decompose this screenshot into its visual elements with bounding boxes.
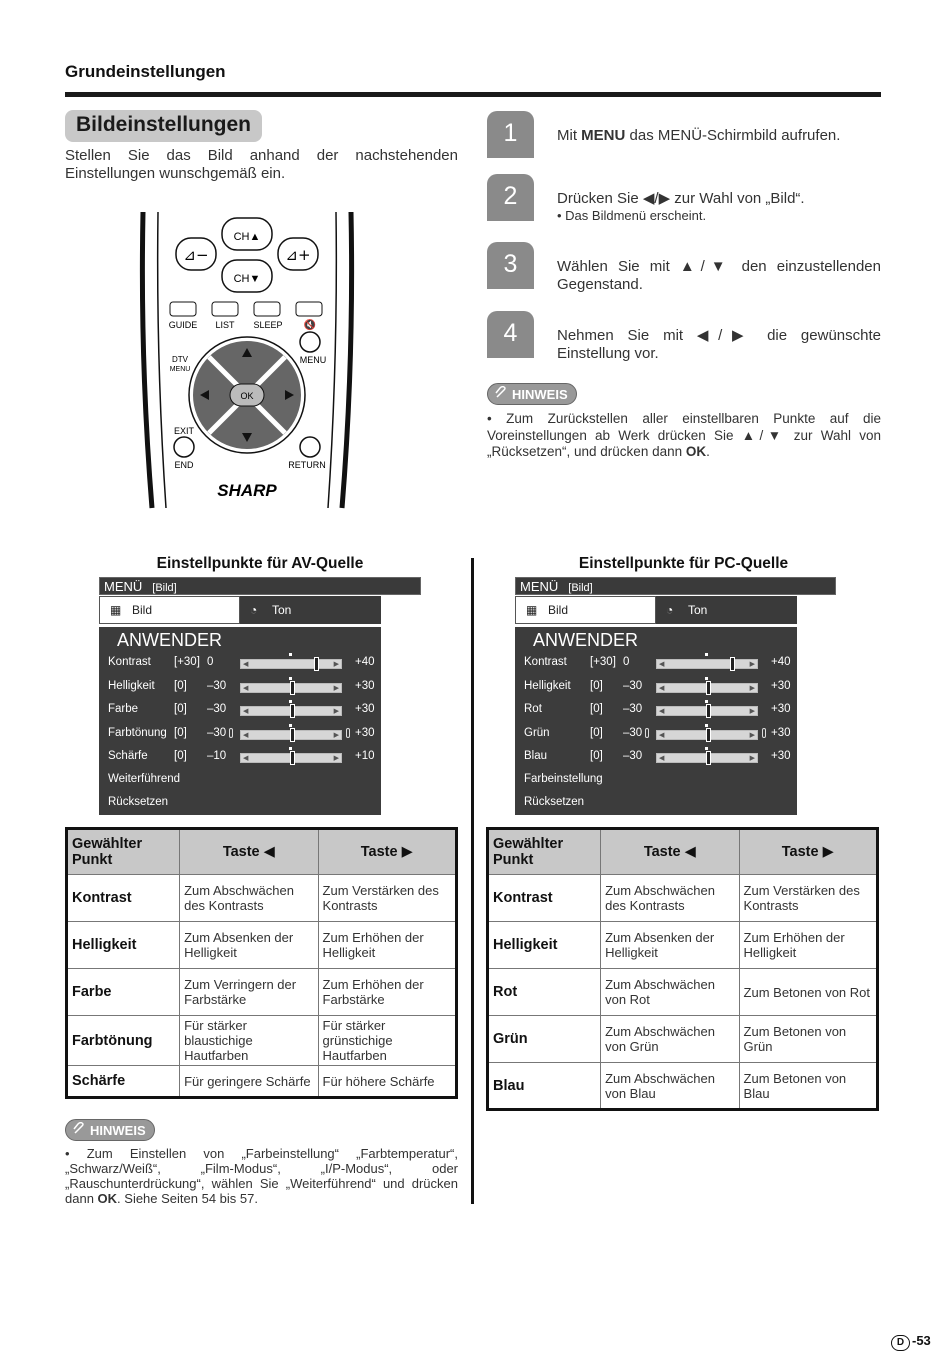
setting-name: Schärfe <box>108 750 148 762</box>
table-header: Taste ▶ <box>318 829 456 875</box>
av-tabs <box>99 596 381 624</box>
slider-thumb[interactable] <box>706 751 711 765</box>
guide-button[interactable] <box>170 302 196 316</box>
table-cell: Zum Betonen von Grün <box>739 1016 877 1063</box>
setting-slider[interactable] <box>656 753 758 763</box>
step-2-subtext: • Das Bildmenü erscheint. <box>557 208 707 223</box>
setting-max: +30 <box>355 679 375 692</box>
table-cell: Grün <box>488 1016 601 1063</box>
sound-icon: ◔ <box>666 603 674 617</box>
note-bottom: • Zum Einstellen von „Farbeinstellung“ „Farbtemperatur“, „Schwarz/Weiß“, „Film-Modus“, „I/P-Modus“, oder „Rauschunterdrückung“, wählen Sie „Weiterführend“ und drücken dann OK. Siehe Seiten 54 bis 57. <box>65 1146 458 1206</box>
setting-max: +30 <box>355 703 375 715</box>
table-cell: Zum Verringern der Farbstärke <box>180 969 318 1016</box>
hinweis-badge-bottom: HINWEIS <box>65 1119 155 1141</box>
table-cell: Zum Erhöhen der Helligkeit <box>739 922 877 969</box>
slider-thumb[interactable] <box>290 681 295 695</box>
setting-value: [0] <box>174 750 187 762</box>
setting-name: Kontrast <box>108 656 151 668</box>
table-header: Gewählter Punkt <box>67 829 180 875</box>
pc-key-table <box>486 827 879 1111</box>
pc-row-grün[interactable] <box>524 727 794 743</box>
sleep-label: SLEEP <box>253 320 283 330</box>
setting-value: [+30] <box>590 656 616 668</box>
slider-right-arrow-icon: ▶ <box>749 755 755 762</box>
setting-slider[interactable] <box>240 683 342 693</box>
center-tick <box>705 747 708 750</box>
table-row <box>67 1016 457 1066</box>
slider-thumb[interactable] <box>290 728 295 742</box>
table-cell: Zum Verstärken des Kontrasts <box>318 875 456 922</box>
remote-illustration <box>138 210 356 510</box>
setting-name: Helligkeit <box>524 679 571 692</box>
av-row-helligkeit[interactable] <box>108 680 378 696</box>
setting-value: [0] <box>174 703 187 715</box>
setting-min: –30 <box>207 679 227 692</box>
slider-right-arrow-icon: ▶ <box>333 708 339 715</box>
slider-left-arrow-icon: ◀ <box>659 684 665 692</box>
slider-left-arrow-icon: ◀ <box>243 731 249 739</box>
mute-icon: 🔇 <box>303 320 317 331</box>
setting-value: [0] <box>590 703 603 715</box>
brand-logo: SHARP <box>217 481 277 500</box>
exit-label: EXIT <box>173 426 195 436</box>
volume-up-label: ⊿+ <box>285 246 311 264</box>
setting-max: +30 <box>771 726 791 739</box>
table-cell: Zum Erhöhen der Helligkeit <box>318 922 456 969</box>
picture-icon: ▦ <box>110 603 122 617</box>
picture-icon: ▦ <box>526 603 538 617</box>
setting-name: Farbe <box>108 703 139 715</box>
return-label: RETURN <box>288 460 326 470</box>
list-label: LIST <box>215 320 235 330</box>
slider-thumb[interactable] <box>730 657 735 671</box>
paperclip-icon <box>494 386 508 400</box>
table-cell: Blau <box>488 1063 601 1110</box>
table-cell: Für höhere Schärfe <box>318 1066 456 1098</box>
slider-right-arrow-icon: ▶ <box>333 731 339 739</box>
section-title: Grundeinstellungen <box>65 62 226 81</box>
center-tick <box>289 700 292 703</box>
setting-slider[interactable] <box>240 706 342 716</box>
av-tab-bild[interactable]: ▦ Bild <box>99 596 240 624</box>
pc-row-helligkeit[interactable] <box>524 680 794 696</box>
step-3-badge: 3 <box>487 242 534 289</box>
table-row <box>488 969 878 1016</box>
table-row <box>488 922 878 969</box>
table-cell: Für stärker blaustichige Hautfarben <box>180 1016 318 1066</box>
setting-min: –30 <box>623 750 643 762</box>
cap-left-icon <box>645 728 649 738</box>
center-tick <box>705 700 708 703</box>
table-cell: Zum Absenken der Helligkeit <box>601 922 739 969</box>
setting-max: +30 <box>771 750 791 762</box>
setting-slider[interactable] <box>656 659 758 669</box>
av-panel-title: ANWENDER <box>117 630 223 650</box>
setting-slider[interactable] <box>240 659 342 669</box>
setting-name: Kontrast <box>524 656 567 668</box>
cap-right-icon <box>346 728 350 738</box>
slider-right-arrow-icon: ▶ <box>749 731 755 739</box>
table-row <box>488 1016 878 1063</box>
slider-left-arrow-icon: ◀ <box>659 731 665 739</box>
slider-left-arrow-icon: ◀ <box>243 684 249 692</box>
slider-left-arrow-icon: ◀ <box>659 755 665 762</box>
table-cell: Kontrast <box>488 875 601 922</box>
setting-name: Helligkeit <box>108 679 155 692</box>
intro-text: Stellen Sie das Bild anhand der nachstehenden Einstellungen wunschgemäß ein. <box>65 147 458 182</box>
ok-label: OK <box>240 391 254 401</box>
menu-button[interactable] <box>300 332 320 352</box>
table-cell: Zum Betonen von Rot <box>739 969 877 1016</box>
setting-min: –30 <box>623 679 643 692</box>
table-cell: Helligkeit <box>67 922 180 969</box>
table-cell: Zum Erhöhen der Farbstärke <box>318 969 456 1016</box>
sound-icon: ◔ <box>250 603 258 617</box>
av-row-farbe[interactable] <box>108 703 378 719</box>
table-cell: Zum Absenken der Helligkeit <box>180 922 318 969</box>
setting-max: +10 <box>355 750 375 762</box>
table-cell: Zum Abschwächen von Rot <box>601 969 739 1016</box>
table-header: Taste ◀ <box>180 829 318 875</box>
slider-left-arrow-icon: ◀ <box>243 661 249 668</box>
page-number: D -53 <box>891 1333 931 1351</box>
slider-thumb[interactable] <box>290 704 295 718</box>
mute-button[interactable] <box>296 302 322 316</box>
page-title <box>65 110 262 142</box>
table-row <box>67 969 457 1016</box>
volume-down-label: ⊿− <box>183 246 209 264</box>
av-weiterfuehrend[interactable]: Weiterführend <box>108 773 181 785</box>
end-label: END <box>174 460 194 470</box>
setting-slider[interactable] <box>240 753 342 763</box>
setting-name: Grün <box>524 726 550 739</box>
center-tick <box>289 724 292 727</box>
menu-label: MENU <box>299 355 327 365</box>
setting-min: 0 <box>207 656 214 668</box>
av-row-kontrast[interactable] <box>108 656 378 672</box>
table-cell: Zum Abschwächen von Grün <box>601 1016 739 1063</box>
list-button[interactable] <box>212 302 238 316</box>
slider-thumb[interactable] <box>314 657 319 671</box>
setting-min: –30 <box>207 726 227 739</box>
pc-tab-ton[interactable]: ◔ Ton <box>656 596 797 624</box>
step-1-text: Mit MENU das MENÜ-Schirmbild aufrufen. <box>557 127 841 144</box>
center-tick <box>289 653 292 656</box>
table-row <box>488 875 878 922</box>
setting-max: +30 <box>771 703 791 715</box>
pc-settings-panel <box>515 627 797 815</box>
note-top: • Zum Zurückstellen aller einstellbaren Punkte auf die Voreinstellungen ab Werk drücken Sie ▲/▼ zur Wahl von „Rücksetzen“, und drücken dann OK. <box>487 411 881 459</box>
step-2-badge: 2 <box>487 174 534 221</box>
pc-row-blau[interactable] <box>524 750 794 766</box>
pc-panel-title: ANWENDER <box>533 630 639 650</box>
setting-name: Farbtönung <box>108 726 167 739</box>
av-tab-ton[interactable]: ◔ Ton <box>240 596 381 624</box>
column-divider <box>471 558 474 1204</box>
cap-left-icon <box>229 728 233 738</box>
cap-right-icon <box>762 728 766 738</box>
av-ruecksetzen[interactable]: Rücksetzen <box>108 796 169 808</box>
table-cell: Kontrast <box>67 875 180 922</box>
slider-right-arrow-icon: ▶ <box>749 684 755 692</box>
setting-min: 0 <box>623 656 630 668</box>
setting-value: [0] <box>174 679 187 692</box>
setting-max: +40 <box>771 656 791 668</box>
ch-up-label: CH▲ <box>233 231 261 243</box>
setting-max: +40 <box>355 656 375 668</box>
setting-slider[interactable] <box>656 683 758 693</box>
step-1-badge: 1 <box>487 111 534 158</box>
setting-max: +30 <box>355 726 375 739</box>
setting-min: –30 <box>623 703 643 715</box>
setting-name: Rot <box>524 703 542 715</box>
slider-right-arrow-icon: ▶ <box>333 684 339 692</box>
setting-min: –30 <box>207 703 227 715</box>
setting-name: Blau <box>524 750 548 762</box>
table-cell: Zum Verstärken des Kontrasts <box>739 875 877 922</box>
table-cell: Zum Abschwächen des Kontrasts <box>180 875 318 922</box>
setting-min: –30 <box>623 726 643 739</box>
table-header: Gewählter Punkt <box>488 829 601 875</box>
av-settings-panel <box>99 627 381 815</box>
return-button[interactable] <box>300 437 320 457</box>
sleep-button[interactable] <box>254 302 280 316</box>
step-3-text: Wählen Sie mit ▲/▼ den einzustellenden Gegenstand. <box>557 258 881 293</box>
slider-right-arrow-icon: ▶ <box>749 661 755 668</box>
setting-slider[interactable] <box>240 730 342 740</box>
pc-title: Einstellpunkte für PC-Quelle <box>578 555 789 572</box>
table-cell: Zum Betonen von Blau <box>739 1063 877 1110</box>
pc-row-rot[interactable] <box>524 703 794 719</box>
table-cell: Farbtönung <box>67 1016 180 1066</box>
hinweis-badge-top: HINWEIS <box>487 383 577 405</box>
slider-right-arrow-icon: ▶ <box>749 708 755 715</box>
table-cell: Schärfe <box>67 1066 180 1098</box>
pc-row-kontrast[interactable] <box>524 656 794 672</box>
center-tick <box>289 677 292 680</box>
table-cell: Farbe <box>67 969 180 1016</box>
table-cell: Zum Abschwächen des Kontrasts <box>601 875 739 922</box>
step-4-badge: 4 <box>487 311 534 358</box>
av-menu-bar: MENÜ [Bild] <box>99 577 421 595</box>
slider-thumb[interactable] <box>290 751 295 765</box>
slider-left-arrow-icon: ◀ <box>659 708 665 715</box>
paperclip-icon <box>72 1122 86 1136</box>
slider-thumb[interactable] <box>706 704 711 718</box>
slider-left-arrow-icon: ◀ <box>243 708 249 715</box>
center-tick <box>705 677 708 680</box>
exit-button[interactable] <box>174 437 194 457</box>
step-4-text: Nehmen Sie mit ◀/▶ die gewünschte Einstellung vor. <box>557 327 881 362</box>
pc-tabs <box>515 596 797 624</box>
table-row <box>67 922 457 969</box>
page-title-text: Bildeinstellungen <box>76 113 252 136</box>
setting-value: [0] <box>590 726 603 739</box>
slider-left-arrow-icon: ◀ <box>659 661 665 668</box>
setting-value: [+30] <box>174 656 200 668</box>
setting-min: –10 <box>207 750 227 762</box>
table-row <box>67 875 457 922</box>
setting-slider[interactable] <box>656 730 758 740</box>
center-tick <box>705 653 708 656</box>
slider-right-arrow-icon: ▶ <box>333 755 339 762</box>
slider-right-arrow-icon: ▶ <box>333 661 339 668</box>
slider-thumb[interactable] <box>706 728 711 742</box>
slider-left-arrow-icon: ◀ <box>243 755 249 762</box>
table-header: Taste ◀ <box>601 829 739 875</box>
table-row <box>488 1063 878 1110</box>
center-tick <box>705 724 708 727</box>
table-cell: Für stärker grünstichige Hautfarben <box>318 1016 456 1066</box>
table-row <box>67 1066 457 1098</box>
table-cell: Zum Abschwächen von Blau <box>601 1063 739 1110</box>
pc-ruecksetzen[interactable]: Rücksetzen <box>524 796 585 808</box>
av-row-schärfe[interactable] <box>108 750 378 766</box>
dtv-menu-label: MENU <box>169 366 191 373</box>
step-2-text: Drücken Sie ◀/▶ zur Wahl von „Bild“. <box>557 190 805 207</box>
pc-menu-bar: MENÜ [Bild] <box>515 577 836 595</box>
setting-max: +30 <box>771 679 791 692</box>
setting-value: [0] <box>590 750 603 762</box>
pc-tab-bild[interactable]: ▦ Bild <box>515 596 656 624</box>
setting-slider[interactable] <box>656 706 758 716</box>
setting-value: [0] <box>590 679 603 692</box>
dtv-label: DTV <box>172 355 188 364</box>
slider-thumb[interactable] <box>706 681 711 695</box>
av-row-farbtönung[interactable] <box>108 727 378 743</box>
table-cell: Helligkeit <box>488 922 601 969</box>
ch-down-label: CH▼ <box>233 273 261 285</box>
table-cell: Rot <box>488 969 601 1016</box>
header-rule <box>65 92 881 97</box>
av-key-table <box>65 827 458 1099</box>
pc-farbeinstellung[interactable]: Farbeinstellung <box>524 773 603 785</box>
center-tick <box>289 747 292 750</box>
av-title: Einstellpunkte für AV-Quelle <box>156 555 364 572</box>
table-header: Taste ▶ <box>739 829 877 875</box>
table-cell: Für geringere Schärfe <box>180 1066 318 1098</box>
setting-value: [0] <box>174 726 187 739</box>
guide-label: GUIDE <box>168 320 198 330</box>
